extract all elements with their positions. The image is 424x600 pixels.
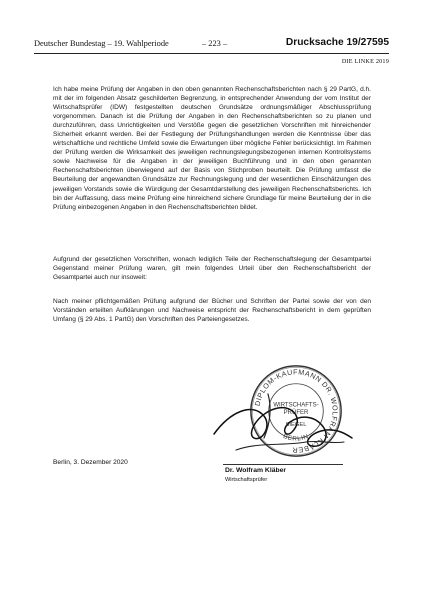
place-and-date: Berlin, 3. Dezember 2020 [53,459,128,466]
paragraph-audit-opinion: Nach meiner pflichtgemäßen Prüfung aufgrund der Bücher und Schriften der Partei sowie der von den Vorständen erteilten Aufklärungen und Nachweise entspricht der Rechenschaftsbericht in dem geprüften Umfang (§ 29 Abs. 1 PartG) den Vorschriften des Parteiengesetzes. [53,298,371,324]
seal-center-line2: PRÜFER [283,409,309,416]
seal-bottom-text: BERLIN [282,432,310,443]
header-rule [34,53,389,54]
header-publication: Deutscher Bundestag – 19. Wahlperiode [34,39,169,48]
seal-word: SIEGEL [285,422,307,429]
header-document-number: Drucksache 19/27595 [285,37,389,48]
signer-name: Dr. Wolfram Kläber [225,467,287,474]
paragraph-audit-procedure: Ich habe meine Prüfung der Angaben in den oben genannten Rechenschaftsberichten nach § 29 PartG, d.h. mit der im folgenden Absatz geschilderten Begrenzung, in entsprechender Anwendung der vom Institut der Wirtschaftsprüfer (IDW) festgestellten deutschen Grundsätze ordnungsmäßiger Abschlussprüfung vorgenommen. Danach ist die Prüfung der Angaben in den Rechenschaftsberichten so zu planen und durchzuführen, dass Unrichtigkeiten und Verstöße gegen die gesetzlichen Vorschriften mit hinreichender Sicherheit erkannt werden. Bei der Festlegung der Prüfungshandlungen werden die Kenntnisse über das wirtschaftliche und rechtliche Umfeld sowie die Erwartungen über mögliche Fehler berücksichtigt. Im Rahmen der Prüfung werden die Wirksamkeit des jeweiligen rechnungslegungsbezogenen internen Kontrollsystems sowie Nachweise für die Angaben in der jeweiligen Buchführung und in den oben genannten Rechenschaftsberichten überwiegend auf der Basis von Stichproben beurteilt. Die Prüfung umfasst die Beurteilung der angewandten Grundsätze zur Rechnungslegung und der wesentlichen Einschätzungen des jeweiligen Vorstands sowie die Würdigung der Gesamtdarstellung des jeweiligen Rechenschaftsberichts. Ich bin der Auffassung, dass meine Prüfung eine hinreichend sichere Grundlage für meine Beurteilung der in die Prüfung einbezogenen Angaben in den Rechenschaftsberichten bildet. [53,86,371,211]
signer-role: Wirtschaftsprüfer [225,477,268,483]
party-label: DIE LINKE 2019 [341,58,389,65]
seal-center-line1: WIRTSCHAFTS- [273,402,319,409]
header-page-number: – 223 – [202,39,228,48]
handwritten-signature [206,372,356,472]
seal-ring-text: DIPLOM-KAUFMANN DR. WOLFRAM KLÄBER [253,368,339,454]
signature-line [223,464,343,465]
page-header [34,39,389,53]
paragraph-scope-limitation: Aufgrund der gesetzlichen Vorschriften, wonach lediglich Teile der Rechenschaftslegung der Gesamtpartei Gegenstand meiner Prüfung waren, gilt mein folgendes Urteil über den Rechenschaftsbericht der Gesamtpartei auch nur insoweit: [53,256,371,282]
